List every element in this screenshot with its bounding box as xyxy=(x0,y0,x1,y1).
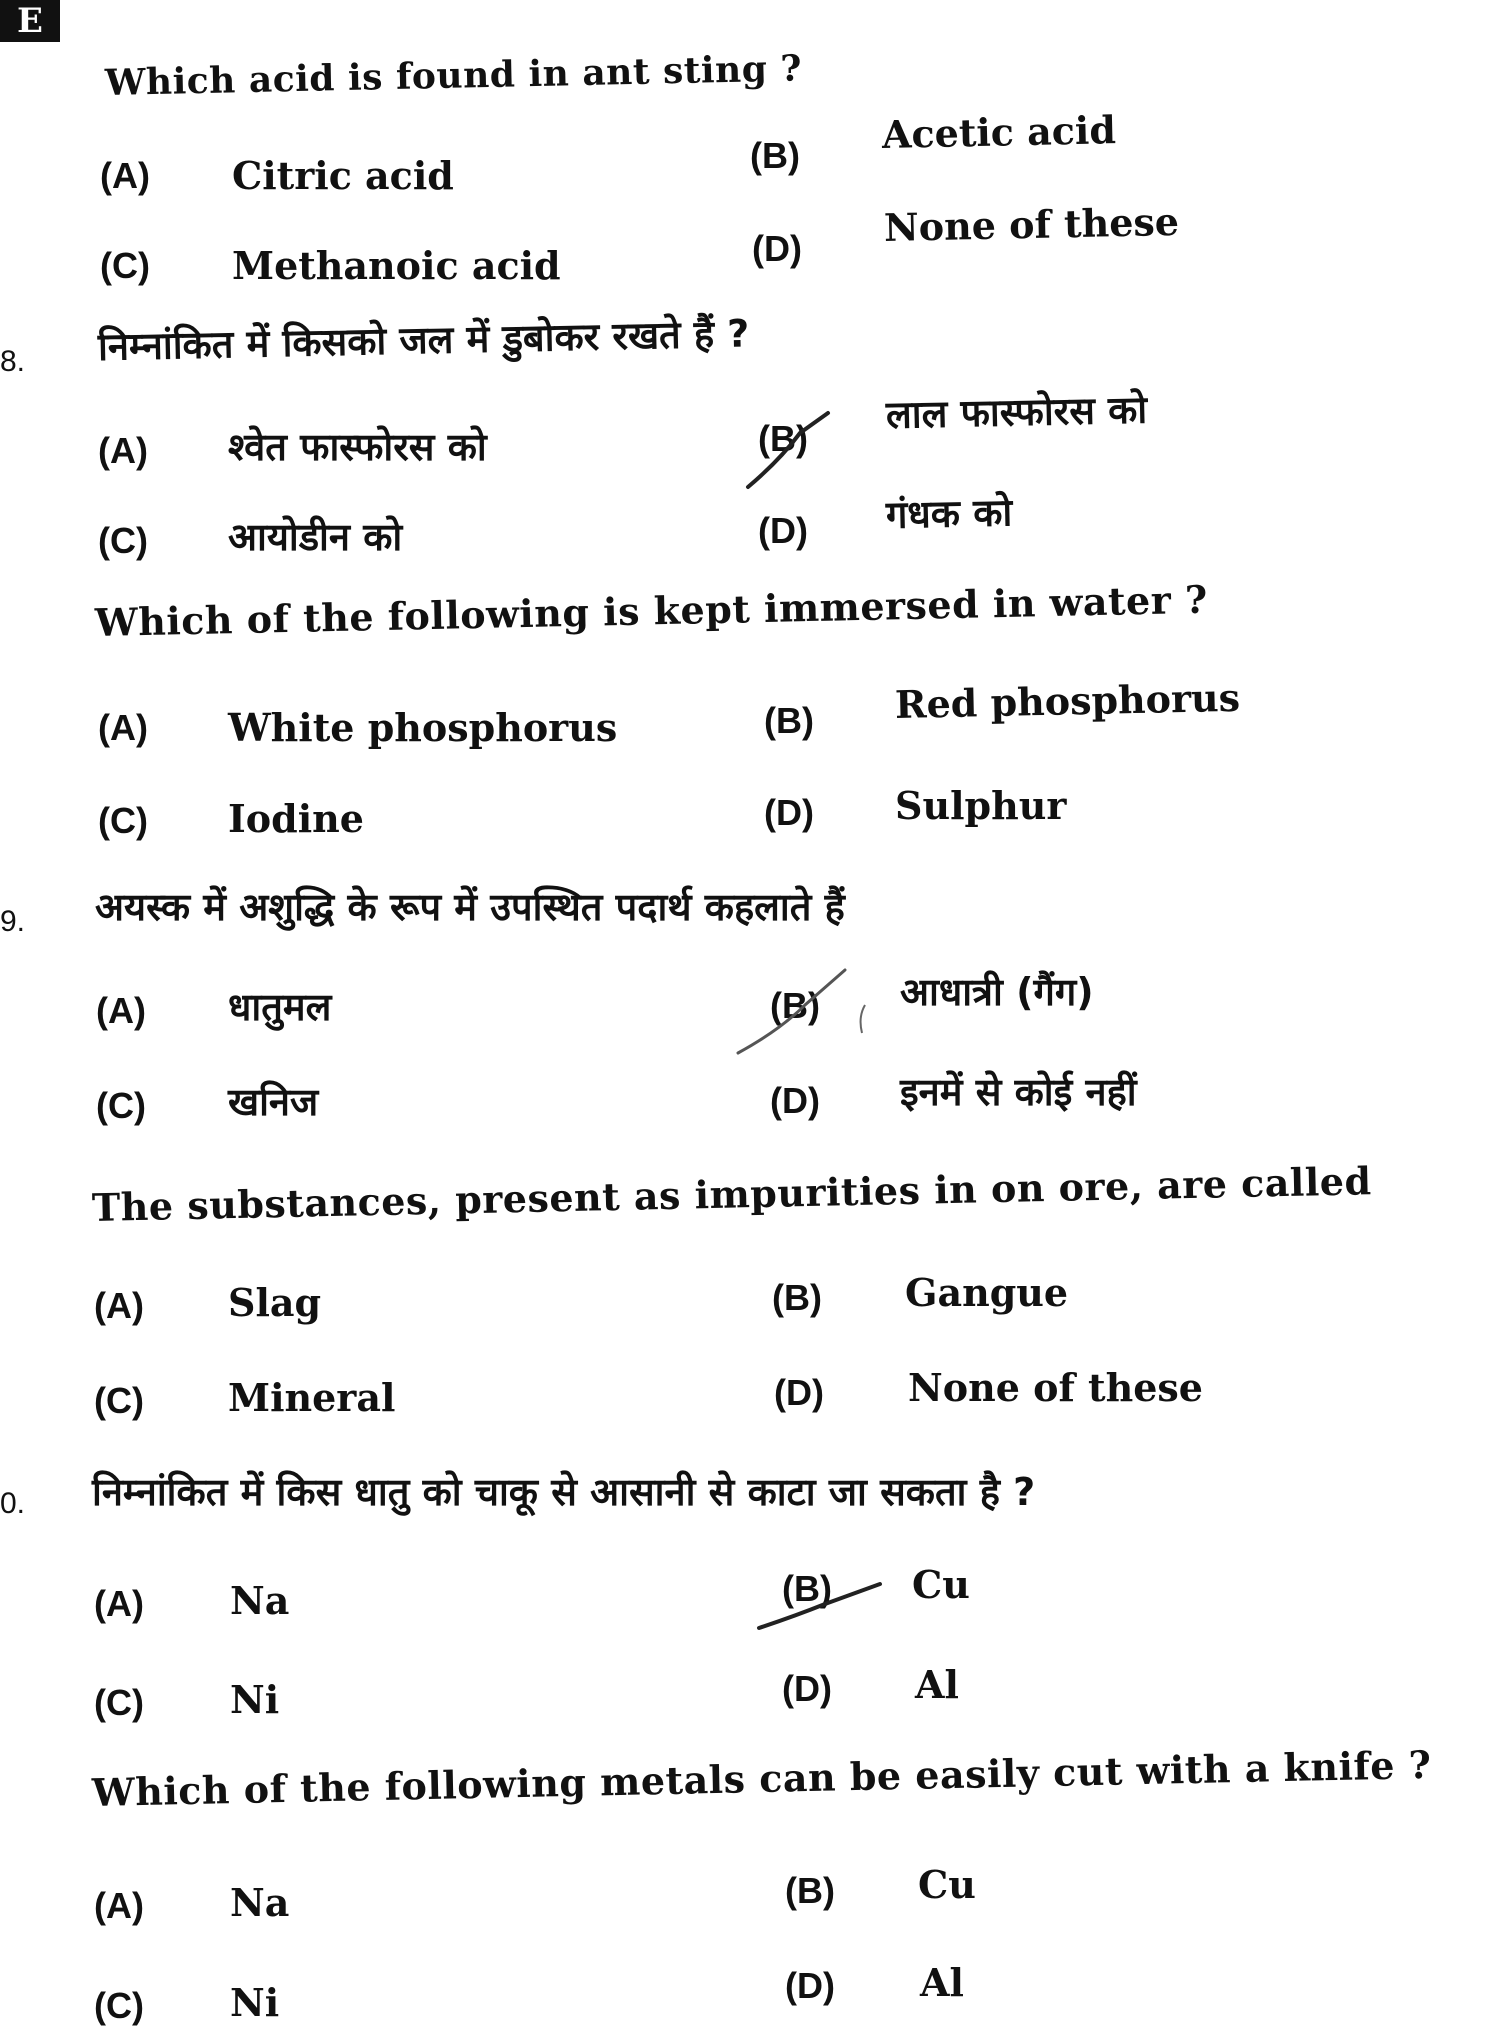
option-text-c: Ni xyxy=(230,1677,280,1722)
option-text-b: Acetic acid xyxy=(881,107,1117,157)
option-label-c: (C) xyxy=(98,520,148,561)
option-label-c: (C) xyxy=(94,1682,144,1723)
question-text: अयस्क में अशुद्धि के रूप में उपस्थित पदार्थ कहलाते हैं xyxy=(95,885,845,929)
option-label-d: (D) xyxy=(774,1372,824,1413)
option-label-d: (D) xyxy=(782,1668,832,1709)
option-label-a: (A) xyxy=(94,1885,144,1926)
option-text-c: Ni xyxy=(230,1980,280,2025)
option-text-a: Na xyxy=(230,1578,290,1623)
option-text-a: श्वेत फास्फोरस को xyxy=(228,425,487,469)
option-text-d: None of these xyxy=(908,1365,1203,1410)
option-text-b: Cu xyxy=(912,1562,970,1607)
option-text-a: White phosphorus xyxy=(228,705,618,750)
option-label-b: (B) xyxy=(782,1568,832,1609)
option-label-d: (D) xyxy=(752,228,802,269)
option-label-a: (A) xyxy=(94,1285,144,1326)
option-label-b: (B) xyxy=(764,700,814,741)
option-label-b: (B) xyxy=(785,1870,835,1911)
question-number: 0. xyxy=(0,1487,26,1520)
question-text: Which of the following metals can be easily cut with a knife ? xyxy=(91,1741,1432,1815)
option-text-d: इनमें से कोई नहीं xyxy=(900,1070,1137,1114)
section-badge: E xyxy=(0,0,60,42)
option-text-c: Iodine xyxy=(228,796,364,841)
question-number: 9. xyxy=(0,905,26,938)
option-label-c: (C) xyxy=(94,1380,144,1421)
option-label-b: (B) xyxy=(772,1277,822,1318)
option-label-b: (B) xyxy=(770,985,820,1026)
option-text-a: Slag xyxy=(228,1280,322,1325)
question-text: निम्नांकित में किस धातु को चाकू से आसानी से काटा जा सकता है ? xyxy=(92,1470,1036,1514)
option-label-c: (C) xyxy=(100,245,150,286)
option-label-a: (A) xyxy=(94,1583,144,1624)
question-text: निम्नांकित में किसको जल में डुबोकर रखते हैं ? xyxy=(97,311,750,369)
option-text-a: Na xyxy=(230,1880,290,1925)
option-label-c: (C) xyxy=(98,800,148,841)
question-text: The substances, present as impurities in on ore, are called xyxy=(91,1158,1372,1230)
question-number: 8. xyxy=(0,345,26,378)
option-text-b: लाल फास्फोरस को xyxy=(885,387,1148,437)
option-label-c: (C) xyxy=(94,1985,144,2026)
option-text-d: Al xyxy=(920,1960,964,2005)
option-text-b: Cu xyxy=(918,1862,976,1907)
option-text-c: खनिज xyxy=(228,1080,319,1124)
option-label-b: (B) xyxy=(758,418,808,459)
option-label-a: (A) xyxy=(100,155,150,196)
option-text-d: Al xyxy=(915,1662,959,1707)
option-text-a: Citric acid xyxy=(232,153,454,198)
option-label-d: (D) xyxy=(770,1080,820,1121)
option-text-b: Red phosphorus xyxy=(894,674,1241,727)
option-text-d: गंधक को xyxy=(885,490,1013,537)
option-label-c: (C) xyxy=(96,1085,146,1126)
question-text: Which of the following is kept immersed in water ? xyxy=(94,576,1209,645)
option-text-b: Gangue xyxy=(905,1270,1069,1315)
option-text-d: None of these xyxy=(883,198,1180,250)
option-text-c: Methanoic acid xyxy=(232,243,561,288)
option-text-d: Sulphur xyxy=(895,783,1067,828)
option-text-c: Mineral xyxy=(228,1375,396,1420)
option-label-a: (A) xyxy=(98,707,148,748)
question-text: Which acid is found in ant sting ? xyxy=(104,47,803,104)
option-text-c: आयोडीन को xyxy=(228,515,403,559)
option-label-d: (D) xyxy=(764,792,814,833)
option-label-a: (A) xyxy=(96,990,146,1031)
option-text-a: धातुमल xyxy=(228,985,332,1029)
option-label-d: (D) xyxy=(758,510,808,551)
option-label-b: (B) xyxy=(750,135,800,176)
option-text-b: आधात्री (गैंग) xyxy=(900,970,1094,1014)
option-label-a: (A) xyxy=(98,430,148,471)
option-label-d: (D) xyxy=(785,1965,835,2006)
